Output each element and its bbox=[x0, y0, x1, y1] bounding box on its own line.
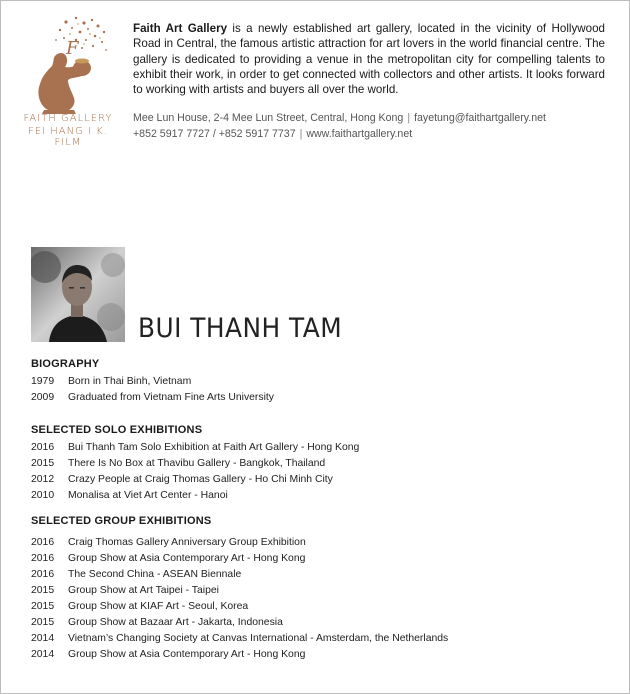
entry-year: 2016 bbox=[31, 553, 55, 564]
solo-exhibitions-section bbox=[31, 422, 611, 504]
entry-text: Bui Thanh Tam Solo Exhibition at Faith Art Gallery - Hong Kong bbox=[68, 442, 360, 453]
logo-wordmark-line2: FEI HANG I K. FILM bbox=[28, 126, 108, 148]
entry-year: 1979 bbox=[31, 376, 55, 387]
list-item bbox=[31, 390, 611, 406]
entry-text: Group Show at Art Taipei - Taipei bbox=[68, 585, 219, 596]
entry-year: 2015 bbox=[31, 617, 55, 628]
separator: | bbox=[407, 112, 411, 124]
entry-text: Group Show at KIAF Art - Seoul, Korea bbox=[68, 601, 249, 612]
gallery-address: Mee Lun House, 2-4 Mee Lun Street, Central, Hong Kong bbox=[133, 112, 404, 124]
entry-year: 2010 bbox=[31, 490, 55, 501]
contact-line-address bbox=[133, 111, 613, 126]
entry-year: 2016 bbox=[31, 442, 55, 453]
list-item bbox=[31, 440, 611, 456]
contact-line-phone bbox=[133, 127, 613, 142]
group-exhibitions-section bbox=[31, 513, 611, 663]
list-item bbox=[31, 583, 611, 599]
list-item bbox=[31, 567, 611, 583]
gallery-phones: +852 5917 7727 / +852 5917 7737 bbox=[133, 128, 296, 140]
entry-year: 2014 bbox=[31, 649, 55, 660]
list-item bbox=[31, 456, 611, 472]
entry-text: Graduated from Vietnam Fine Arts University bbox=[68, 392, 274, 403]
entry-year: 2016 bbox=[31, 569, 55, 580]
entry-year: 2015 bbox=[31, 458, 55, 469]
entry-text: Group Show at Asia Contemporary Art - Hong Kong bbox=[68, 649, 306, 660]
list-item bbox=[31, 374, 611, 390]
biography-section bbox=[31, 356, 611, 406]
entry-year: 2012 bbox=[31, 474, 55, 485]
entry-text: Group Show at Asia Contemporary Art - Hong Kong bbox=[68, 553, 306, 564]
section-title: SELECTED GROUP EXHIBITIONS bbox=[31, 515, 212, 527]
entry-text: Group Show at Bazaar Art - Jakarta, Indonesia bbox=[68, 617, 283, 628]
gallery-intro-text: is a newly established art gallery, located in the vicinity of Hollywood Road in Central, the famous artistic attraction for art lovers in the world financial centre. The gallery is dedicated to providing a venue in the metropolitan city for compelling talents to exhibit their work, in order to get connected with collectors and other artists. It looks forward to working with artists and buyers all over the world. bbox=[133, 22, 605, 97]
entry-text: Craig Thomas Gallery Anniversary Group Exhibition bbox=[68, 537, 306, 548]
list-item bbox=[31, 488, 611, 504]
artist-portrait-photo bbox=[31, 247, 125, 342]
list-item bbox=[31, 472, 611, 488]
list-item bbox=[31, 647, 611, 663]
entry-year: 2014 bbox=[31, 633, 55, 644]
gallery-intro-paragraph bbox=[133, 21, 605, 97]
list-item bbox=[31, 551, 611, 567]
entry-text: Born in Thai Binh, Vietnam bbox=[68, 376, 192, 387]
entry-year: 2016 bbox=[31, 537, 55, 548]
list-item bbox=[31, 599, 611, 615]
entry-year: 2009 bbox=[31, 392, 55, 403]
artist-name-heading: BUI THANH TAM bbox=[138, 313, 343, 344]
entry-text: Vietnam’s Changing Society at Canvas International - Amsterdam, the Netherlands bbox=[68, 633, 449, 644]
entry-text: The Second China - ASEAN Biennale bbox=[68, 569, 242, 580]
gallery-name: Faith Art Gallery bbox=[133, 22, 228, 35]
entry-year: 2015 bbox=[31, 585, 55, 596]
gallery-website-link[interactable]: www.faithartgallery.net bbox=[306, 128, 413, 140]
list-item bbox=[31, 615, 611, 631]
gallery-logo-icon bbox=[18, 14, 118, 144]
logo-wordmark-line1: FAITH GALLERY bbox=[23, 113, 113, 124]
entry-text: Crazy People at Craig Thomas Gallery - Ho Chi Minh City bbox=[68, 474, 333, 485]
section-title: BIOGRAPHY bbox=[31, 358, 100, 370]
section-title: SELECTED SOLO EXHIBITIONS bbox=[31, 424, 203, 436]
separator: | bbox=[299, 128, 303, 140]
svg-text:F: F bbox=[66, 38, 79, 59]
list-item bbox=[31, 535, 611, 551]
entry-text: Monalisa at Viet Art Center - Hanoi bbox=[68, 490, 228, 501]
entry-text: There Is No Box at Thavibu Gallery - Bangkok, Thailand bbox=[68, 458, 326, 469]
gallery-email-link[interactable]: fayetung@faithartgallery.net bbox=[414, 112, 546, 124]
entry-year: 2015 bbox=[31, 601, 55, 612]
list-item bbox=[31, 631, 611, 647]
